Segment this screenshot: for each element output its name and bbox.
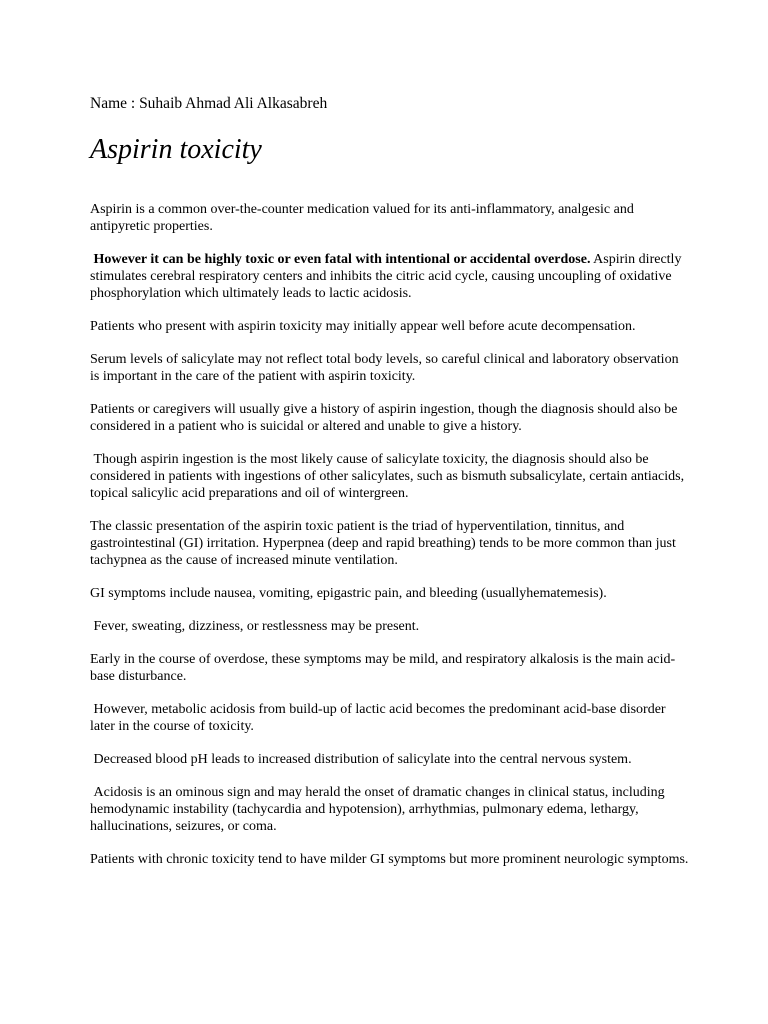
paragraph-metabolic-acidosis: However, metabolic acidosis from build-up of lactic acid becomes the predominant acid-base disorder later in the course of toxicity.: [90, 702, 670, 734]
paragraph-serum-levels: Serum levels of salicylate may not reflect total body levels, so careful clinical and laboratory observation is important in the care of the patient with aspirin toxicity.: [90, 352, 679, 384]
paragraph-fever: Fever, sweating, dizziness, or restlessness may be present.: [90, 619, 420, 634]
paragraph-presentation: Patients who present with aspirin toxicity may initially appear well before acute decompensation.: [90, 319, 636, 334]
paragraph-blood-ph: Decreased blood pH leads to increased distribution of salicylate into the central nervous system.: [90, 752, 632, 767]
paragraph-other-salicylates: Though aspirin ingestion is the most likely cause of salicylate toxicity, the diagnosis should also be considered in patients with ingestions of other salicylates, such as bismuth subsalicylate, certain antiacids, topical salicylic acid preparations and oil of wintergreen.: [90, 452, 688, 501]
bold-warning-text: However it can be highly toxic or even fatal with intentional or accidental overdose.: [90, 252, 591, 267]
mechanism-text: Aspirin directly stimulates cerebral respiratory centers and inhibits the citric acid cycle, causing uncoupling of oxidative phosphorylation which ultimately leads to lactic acidosis.: [90, 252, 682, 301]
paragraph-acidosis-sign: Acidosis is an ominous sign and may herald the onset of dramatic changes in clinical status, including hemodynamic instability (tachycardia and hypotension), arrhythmias, pulmonary edema, lethargy, hallucinations, seizures, or coma.: [90, 785, 669, 834]
paragraph-gi-symptoms: GI symptoms include nausea, vomiting, epigastric pain, and bleeding (usuallyhematemesis).: [90, 586, 607, 601]
document-title: Aspirin toxicity: [90, 134, 262, 165]
author-name: Name : Suhaib Ahmad Ali Alkasabreh: [90, 95, 328, 112]
paragraph-chronic-toxicity: Patients with chronic toxicity tend to have milder GI symptoms but more prominent neurologic symptoms.: [90, 852, 689, 867]
document-page: [90, 94, 690, 884]
paragraph-intro: Aspirin is a common over-the-counter medication valued for its anti-inflammatory, analgesic and antipyretic properties.: [90, 202, 634, 234]
paragraph-history: Patients or caregivers will usually give a history of aspirin ingestion, though the diagnosis should also be considered in a patient who is suicidal or altered and unable to give a history.: [90, 402, 678, 434]
paragraph-overdose-warning: [90, 251, 690, 302]
paragraph-classic-triad: The classic presentation of the aspirin toxic patient is the triad of hyperventilation, tinnitus, and gastrointestinal (GI) irritation. Hyperpnea (deep and rapid breathing) tends to be more common than just tachypnea as the cause of increased minute ventilation.: [90, 519, 676, 568]
paragraph-early-course: Early in the course of overdose, these symptoms may be mild, and respiratory alkalosis is the main acid-base disturbance.: [90, 652, 676, 684]
